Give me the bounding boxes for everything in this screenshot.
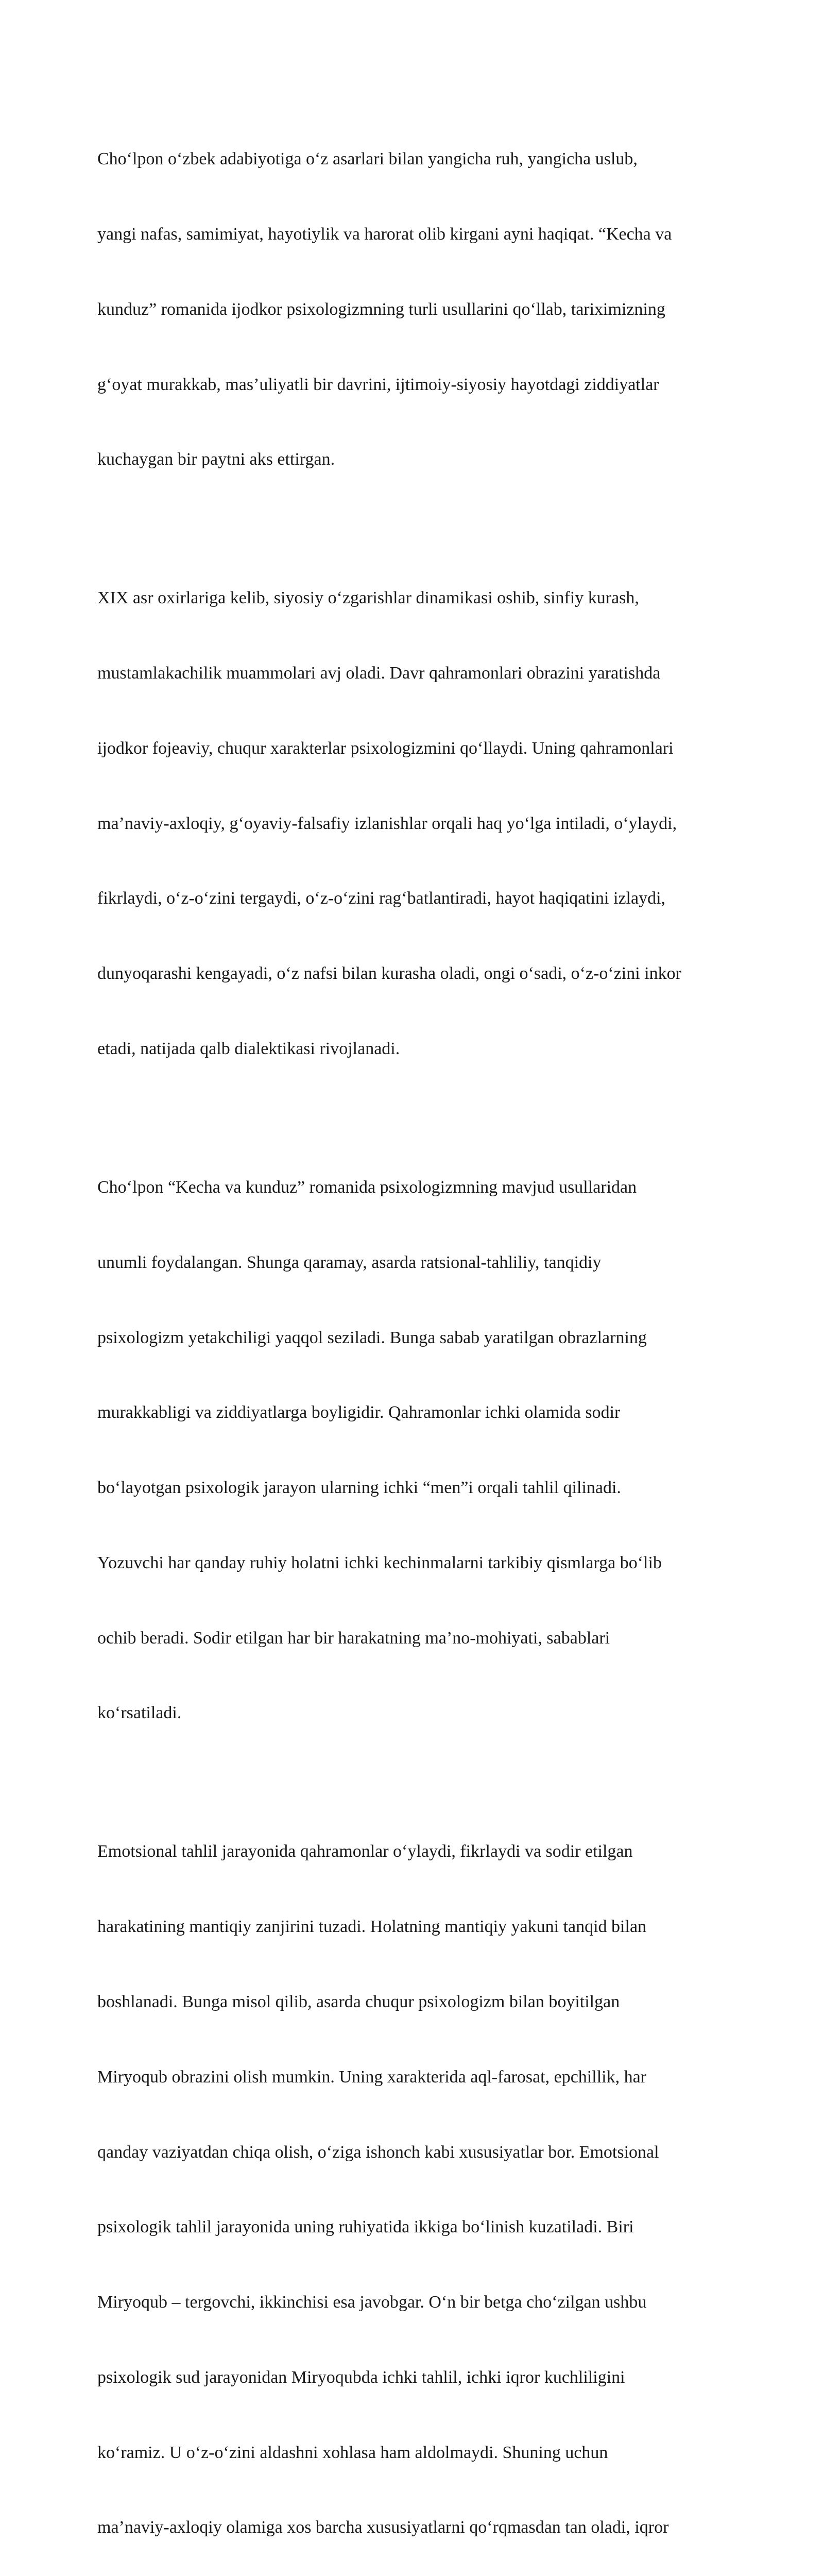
text-line: mustamlakachilik muammolari avj oladi. Davr qahramonlari obrazini yaratishda [97,664,661,683]
text-line: fikrlaydi, o‘z-o‘zini tergaydi, o‘z-o‘zini rag‘batlantiradi, hayot haqiqatini izlaydi, [97,889,666,908]
text-line: etadi, natijada qalb dialektikasi rivojlanadi. [97,1039,400,1058]
text-line: ko‘rsatiladi. [97,1703,182,1723]
text-line: harakatining mantiqiy zanjirini tuzadi. Holatning mantiqiy yakuni tanqid bilan [97,1917,647,1937]
text-line: Cho‘lpon “Kecha va kunduz” romanida psixologizmning mavjud usullaridan [97,1177,637,1197]
paragraph-3 [97,1125,731,1776]
text-line: murakkabligi va ziddiyatlarga boyligidir. Qahramonlar ichki olamida sodir [97,1403,621,1422]
text-line: Yozuvchi har qanday ruhiy holatni ichki kechinmalarni tarkibiy qismlarga bo‘lib [97,1553,662,1572]
text-line: unumli foydalangan. Shunga qaramay, asarda ratsional-tahliliy, tanqidiy [97,1252,602,1272]
text-line: ma’naviy-axloqiy olamiga xos barcha xususiyatlarni qo‘rqmasdan tan oladi, iqror [97,2518,669,2537]
text-line: ochib beradi. Sodir etilgan har bir harakatning ma’no-mohiyati, sabablari [97,1628,610,1648]
paragraph-2 [97,536,731,1112]
text-line: psixologik sud jarayonidan Miryoqubda ichki tahlil, ichki iqror kuchliligini [97,2367,625,2387]
text-line: qanday vaziyatdan chiqa olish, o‘ziga ishonch kabi xususiyatlar bor. Emotsional [97,2142,659,2162]
paragraph-1 [97,97,731,522]
text-line: ko‘ramiz. U o‘z-o‘zini aldashni xohlasa ham aldolmaydi. Shuning uchun [97,2443,608,2462]
text-line: kuchaygan bir paytni aks ettirgan. [97,450,335,469]
text-line: bo‘layotgan psixologik jarayon ularning ichki “men”i orqali tahlil qilinadi. [97,1478,621,1498]
text-line: Cho‘lpon o‘zbek adabiyotiga o‘z asarlari bilan yangicha ruh, yangicha uslub, [97,149,638,169]
text-line: ijodkor fojeaviy, chuqur xarakterlar psixologizmini qo‘llaydi. Uning qahramonlari [97,738,674,758]
text-line: psixologizm yetakchiligi yaqqol seziladi. Bunga sabab yaratilgan obrazlarning [97,1328,647,1347]
document-body [97,97,731,2576]
text-line: boshlanadi. Bunga misol qilib, asarda chuqur psixologizm bilan boyitilgan [97,1992,620,2011]
text-line: psixologik tahlil jarayonida uning ruhiyatida ikkiga bo‘linish kuzatiladi. Biri [97,2217,634,2237]
text-line: Emotsional tahlil jarayonida qahramonlar o‘ylaydi, fikrlaydi va sodir etilgan [97,1842,633,1861]
paragraph-4 [97,1789,731,2576]
text-line: dunyoqarashi kengayadi, o‘z nafsi bilan kurasha oladi, ongi o‘sadi, o‘z-o‘zini inkor [97,964,681,984]
text-line: XIX asr oxirlariga kelib, siyosiy o‘zgarishlar dinamikasi oshib, sinfiy kurash, [97,588,639,608]
text-line: ma’naviy-axloqiy, g‘oyaviy-falsafiy izlanishlar orqali haq yo‘lga intiladi, o‘ylaydi, [97,814,677,833]
text-line: yangi nafas, samimiyat, hayotiylik va harorat olib kirgani ayni haqiqat. “Kecha va [97,224,672,244]
text-line: kunduz” romanida ijodkor psixologizmning turli usullarini qo‘llab, tariximizning [97,299,665,319]
text-line: Miryoqub – tergovchi, ikkinchisi esa javobgar. O‘n bir betga cho‘zilgan ushbu [97,2293,647,2312]
text-line: g‘oyat murakkab, mas’uliyatli bir davrini, ijtimoiy-siyosiy hayotdagi ziddiyatlar [97,375,659,394]
text-line: Miryoqub obrazini olish mumkin. Uning xarakterida aql-farosat, epchillik, har [97,2067,647,2087]
